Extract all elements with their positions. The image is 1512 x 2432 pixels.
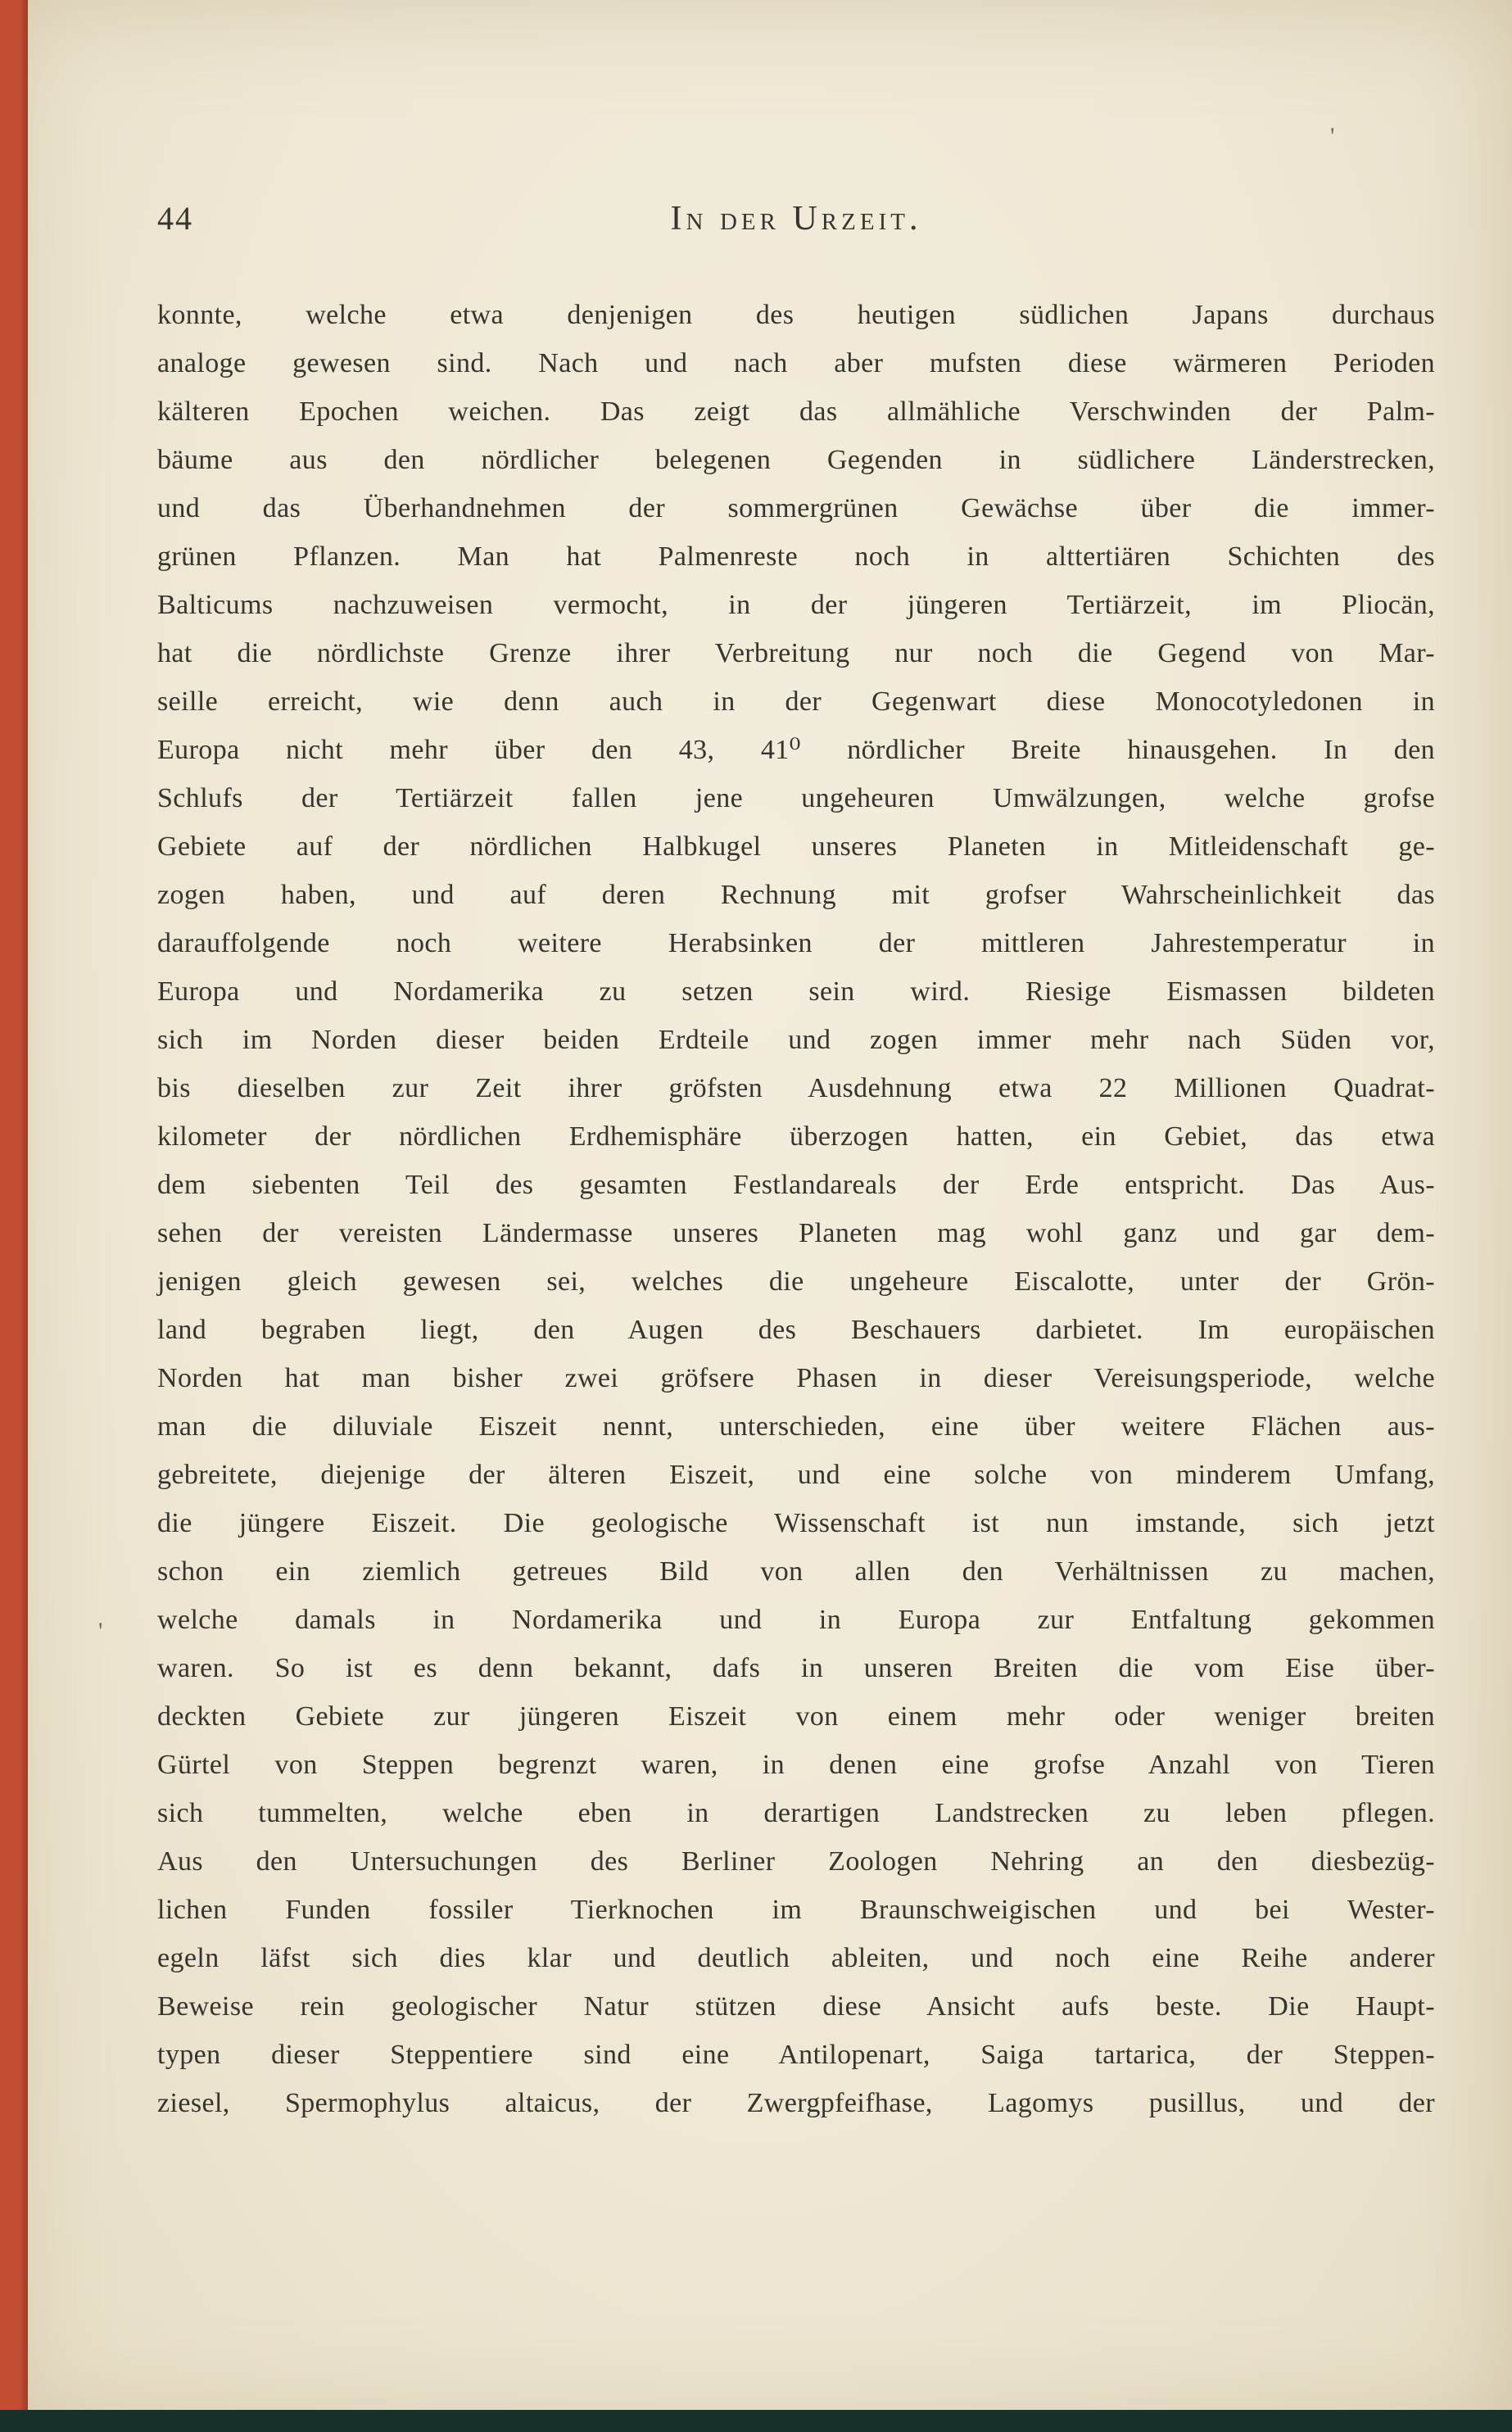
text-line: kälteren Epochen weichen. Das zeigt das allmähliche Verschwinden der Palm-	[157, 396, 1435, 427]
text-line: typen dieser Steppentiere sind eine Antilopenart, Saiga tartarica, der Steppen-	[157, 2040, 1435, 2070]
text-line: sich tummelten, welche eben in derartigen Landstrecken zu leben pflegen.	[157, 1798, 1435, 1828]
text-line: zogen haben, und auf deren Rechnung mit grofser Wahrscheinlichkeit das	[157, 880, 1435, 910]
text-line: schon ein ziemlich getreues Bild von allen den Verhältnissen zu machen,	[157, 1556, 1435, 1587]
running-title: In der Urzeit.	[670, 200, 922, 238]
text-line: Aus den Untersuchungen des Berliner Zoologen Nehring an den diesbezüg-	[157, 1846, 1435, 1877]
text-line: darauffolgende noch weitere Herabsinken der mittleren Jahrestemperatur in	[157, 928, 1435, 958]
body-text	[157, 291, 1435, 2127]
text-line: bis dieselben zur Zeit ihrer gröfsten Ausdehnung etwa 22 Millionen Quadrat-	[157, 1073, 1435, 1103]
text-line: Norden hat man bisher zwei gröfsere Phasen in dieser Vereisungsperiode, welche	[157, 1363, 1435, 1393]
page-bottom-edge	[0, 2410, 1512, 2432]
text-line: die jüngere Eiszeit. Die geologische Wissenschaft ist nun imstande, sich jetzt	[157, 1508, 1435, 1538]
scan-artifact-left: '	[98, 1618, 103, 1645]
text-line: welche damals in Nordamerika und in Europa zur Entfaltung gekommen	[157, 1605, 1435, 1635]
text-line: waren. So ist es denn bekannt, dafs in unseren Breiten die vom Eise über-	[157, 1653, 1435, 1683]
text-line: dem siebenten Teil des gesamten Festlandareals der Erde entspricht. Das Aus-	[157, 1170, 1435, 1200]
text-line: konnte, welche etwa denjenigen des heutigen südlichen Japans durchaus	[157, 300, 1435, 330]
text-line: sich im Norden dieser beiden Erdteile und zogen immer mehr nach Süden vor,	[157, 1025, 1435, 1055]
text-line: seille erreicht, wie denn auch in der Gegenwart diese Monocotyledonen in	[157, 686, 1435, 717]
text-line: Europa nicht mehr über den 43, 41⁰ nördlicher Breite hinausgehen. In den	[157, 735, 1435, 765]
text-line: bäume aus den nördlicher belegenen Gegenden in südlichere Länderstrecken,	[157, 445, 1435, 475]
text-line: analoge gewesen sind. Nach und nach aber mufsten diese wärmeren Perioden	[157, 348, 1435, 378]
text-line: und das Überhandnehmen der sommergrünen Gewächse über die immer-	[157, 493, 1435, 523]
text-line: grünen Pflanzen. Man hat Palmenreste noch in alttertiären Schichten des	[157, 541, 1435, 572]
text-line: Balticums nachzuweisen vermocht, in der jüngeren Tertiärzeit, im Pliocän,	[157, 590, 1435, 620]
text-line: Europa und Nordamerika zu setzen sein wird. Riesige Eismassen bildeten	[157, 976, 1435, 1007]
text-line: jenigen gleich gewesen sei, welches die ungeheure Eiscalotte, unter der Grön-	[157, 1266, 1435, 1297]
page-number: 44	[157, 200, 193, 237]
book-spine-edge	[0, 0, 28, 2432]
text-line: Schlufs der Tertiärzeit fallen jene ungeheuren Umwälzungen, welche grofse	[157, 783, 1435, 813]
page-content	[157, 199, 1435, 2127]
text-line: ziesel, Spermophylus altaicus, der Zwergpfeifhase, Lagomys pusillus, und der	[157, 2088, 1435, 2118]
text-line: land begraben liegt, den Augen des Beschauers darbietet. Im europäischen	[157, 1315, 1435, 1345]
text-line: hat die nördlichste Grenze ihrer Verbreitung nur noch die Gegend von Mar-	[157, 638, 1435, 668]
text-line: Beweise rein geologischer Natur stützen diese Ansicht aufs beste. Die Haupt-	[157, 1991, 1435, 2022]
text-line: deckten Gebiete zur jüngeren Eiszeit von einem mehr oder weniger breiten	[157, 1701, 1435, 1732]
text-line: gebreitete, diejenige der älteren Eiszeit, und eine solche von minderem Umfang,	[157, 1460, 1435, 1490]
text-line: lichen Funden fossiler Tierknochen im Braunschweigischen und bei Wester-	[157, 1895, 1435, 1925]
text-line: sehen der vereisten Ländermasse unseres Planeten mag wohl ganz und gar dem-	[157, 1218, 1435, 1248]
scan-artifact-top-right: '	[1330, 123, 1335, 150]
text-line: Gürtel von Steppen begrenzt waren, in denen eine grofse Anzahl von Tieren	[157, 1750, 1435, 1780]
text-line: Gebiete auf der nördlichen Halbkugel unseres Planeten in Mitleidenschaft ge-	[157, 831, 1435, 862]
text-line: man die diluviale Eiszeit nennt, unterschieden, eine über weitere Flächen aus-	[157, 1411, 1435, 1442]
text-line: egeln läfst sich dies klar und deutlich ableiten, und noch eine Reihe anderer	[157, 1943, 1435, 1973]
page-header	[157, 199, 1435, 240]
text-line: kilometer der nördlichen Erdhemisphäre überzogen hatten, ein Gebiet, das etwa	[157, 1121, 1435, 1152]
